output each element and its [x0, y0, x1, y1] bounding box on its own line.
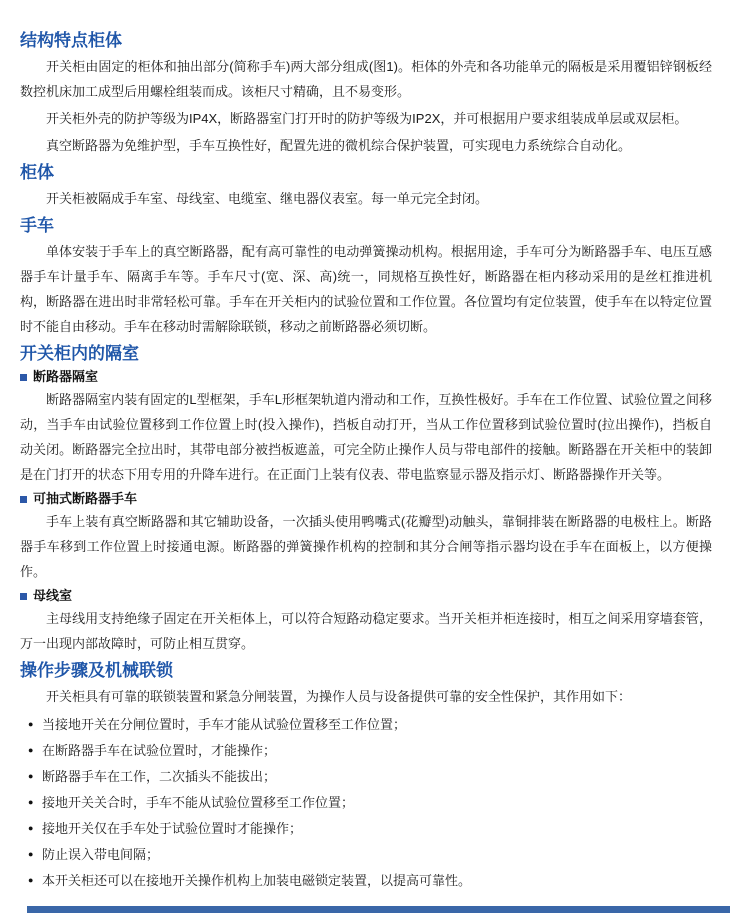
- breaker-room-paragraph: 断路器隔室内装有固定的L型框架，手车L形框架轨道内滑动和工作，互换性极好。手车在工作位置、试验位置之间移动，当手车由试验位置移到工作位置上时(投入操作)，挡板自动打开，当从工作位置移到试验位置时(拉出操作)，挡板自动关闭。断路器完全拉出时，其带电部分被挡板遮盖，可完全防止操作人员与带电部件的接触。断路器在开关柜中的装卸是在门打开的状态下用专用的升降车进行。在正面门上装有仪表、带电监察显示器及指示灯、断路器操作开关等。: [20, 392, 712, 482]
- footer-accent-bar: [27, 906, 730, 913]
- trolley-paragraph: 单体安装于手车上的真空断路器，配有高可靠性的电动弹簧操动机构。根据用途，手车可分为断路器手车、电压互感器手车计量手车、隔离手车等。手车尺寸(宽、深、高)统一，同规格互换性好，断路器在柜内移动采用的是丝杠推进机构，断路器在进出时非常轻松可靠。手车在开关柜内的试验位置和工作位置。各位置均有定位装置，使手车在以特定位置时不能自由移动。手车在移动时需解除联锁，移动之前断路器必须切断。: [20, 244, 712, 334]
- heading-compartments: 开关柜内的隔室: [20, 344, 139, 363]
- subheading-drawout-trolley-label: 可抽式断路器手车: [33, 491, 138, 506]
- interlock-bullet-item: ● 防止误入带电间隔；: [28, 842, 712, 867]
- interlock-bullet-item: ● 在断路器手车在试验位置时，才能操作；: [28, 738, 712, 763]
- heading-interlock: 操作步骤及机械联锁: [20, 661, 173, 680]
- blue-square-bullet-icon: [20, 374, 27, 381]
- interlock-bullet-item: ● 断路器手车在工作，二次插头不能拔出；: [28, 764, 712, 789]
- heading-cabinet: 柜体: [20, 163, 54, 182]
- interlock-bullet-list: [20, 711, 712, 893]
- structure-paragraph-2: 开关柜外壳的防护等级为IP4X，断路器室门打开时的防护等级为IP2X，并可根据用户要求组装成单层或双层柜。: [46, 111, 688, 126]
- heading-trolley: 手车: [20, 216, 54, 235]
- subheading-breaker-room: [20, 368, 712, 386]
- structure-paragraph-3: 真空断路器为免维护型，手车互换性好，配置先进的微机综合保护装置，可实现电力系统综合自动化。: [46, 138, 632, 153]
- drawout-trolley-paragraph: 手车上装有真空断路器和其它辅助设备，一次插头使用鸭嘴式(花瓣型)动触头，靠铜排装在断路器的电极柱上。断路器手车移到工作位置上时接通电源。断路器的弹簧操作机构的控制和其分合闸等指示器均设在手车在面板上，以方便操作。: [20, 514, 712, 579]
- interlock-bullet-item: ● 接地开关仅在手车处于试验位置时才能操作；: [28, 816, 712, 841]
- busbar-room-paragraph: 主母线用支持绝缘子固定在开关柜体上，可以符合短路动稳定要求。当开关柜并柜连接时，相互之间采用穿墙套管，万一出现内部故障时，可防止相互贯穿。: [20, 611, 712, 651]
- interlock-bullet-item: ● 当接地开关在分闸位置时，手车才能从试验位置移至工作位置；: [28, 712, 712, 737]
- blue-square-bullet-icon: [20, 593, 27, 600]
- heading-structure-features: 结构特点柜体: [20, 31, 122, 50]
- interlock-bullet-item: ● 接地开关关合时，手车不能从试验位置移至工作位置；: [28, 790, 712, 815]
- interlock-intro-paragraph: 开关柜具有可靠的联锁装置和紧急分闸装置，为操作人员与设备提供可靠的安全性保护，其作用如下：: [46, 689, 632, 704]
- blue-square-bullet-icon: [20, 496, 27, 503]
- cabinet-paragraph: 开关柜被隔成手车室、母线室、电缆室、继电器仪表室。每一单元完全封闭。: [46, 191, 489, 206]
- interlock-bullet-item: ● 本开关柜还可以在接地开关操作机构上加装电磁锁定装置，以提高可靠性。: [28, 868, 712, 893]
- subheading-drawout-trolley: [20, 490, 712, 508]
- subheading-busbar-room: [20, 587, 712, 605]
- structure-paragraph-1: 开关柜由固定的柜体和抽出部分(简称手车)两大部分组成(图1)。柜体的外壳和各功能单元的隔板是采用覆铝锌钢板经数控机床加工成型后用螺栓组装而成。该柜尺寸精确，且不易变形。: [20, 59, 712, 99]
- subheading-busbar-room-label: 母线室: [33, 588, 73, 603]
- subheading-breaker-room-label: 断路器隔室: [33, 369, 99, 384]
